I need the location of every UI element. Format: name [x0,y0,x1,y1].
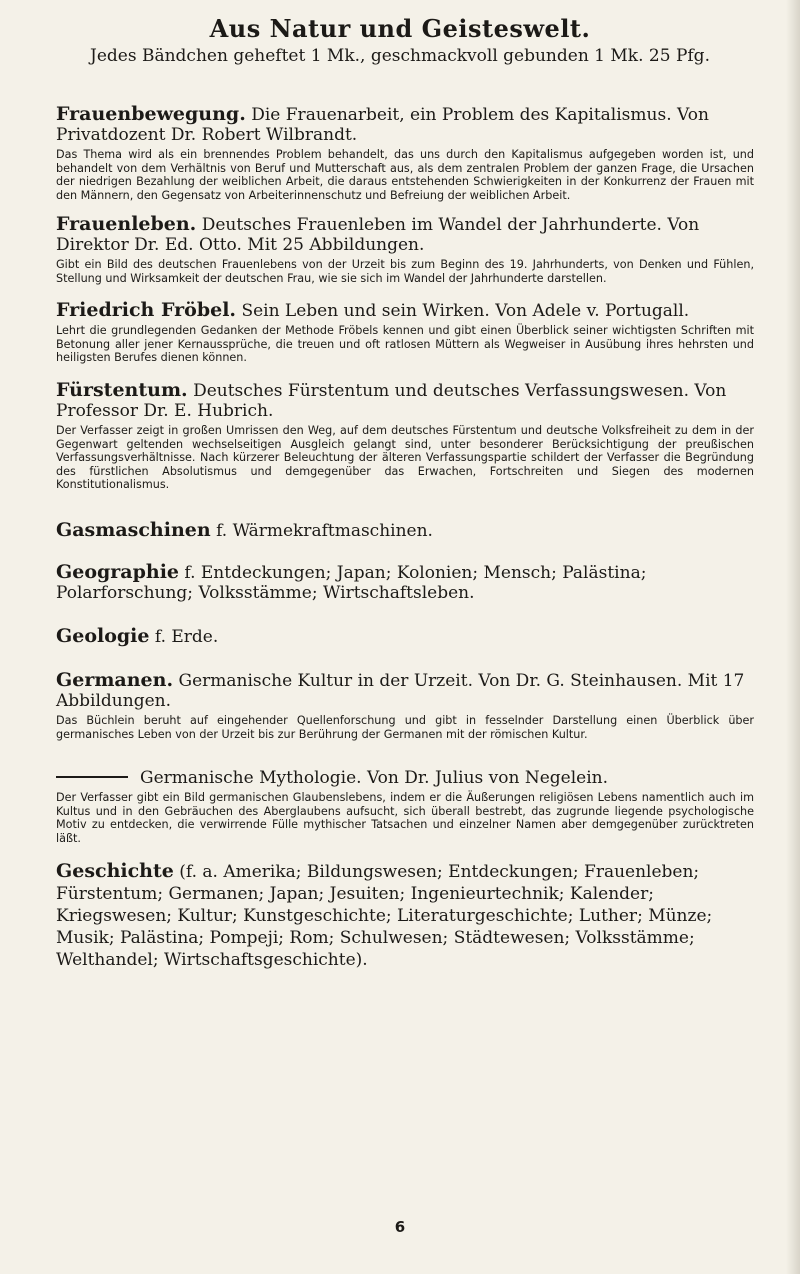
entry-heading-text: f. Wärmekraftmaschinen. [216,521,433,541]
page-edge-shadow [786,0,800,1274]
entry-heading [56,380,754,421]
entry-germanische-mythologie [56,768,754,845]
entry-heading-text: Deutsches Fürstentum und deutsches Verfassungswesen. Von Professor Dr. E. Hubrich. [56,381,727,421]
ditto-dash [56,776,128,778]
entry-frauenbewegung [56,104,754,202]
entry-heading-text: f. Erde. [154,627,219,647]
entry-description: Das Büchlein beruht auf eingehender Quellenforschung und gibt in fesselnder Darstellung einen Überblick über germanisches Leben von der Urzeit bis zur Berührung der Germanen mit der römischen Kultur. [56,714,754,741]
entry-geschichte [56,860,754,971]
entry-friedrich-froebel [56,300,754,365]
entry-keyword: Geologie [56,625,150,647]
entry-geographie [56,562,754,603]
entry-description: Der Verfasser zeigt in großen Umrissen den Weg, auf dem deutsches Fürstentum und deutsche Volksfreiheit zu dem in der Gegenwart geltenden wechselseitigen Ausgleich gelangt sind, unter besonderer Berücksichtigung der preußischen Verfassungsverhältnisse. Nach kürzerer Beleuchtung der älteren Verfassungspartie schildert der Verfasser die Begründung des fürstlichen Absolutismus und demgegenüber das Erwachen, Fortschreiten und Siegen des modernen Konstitutionalismus. [56,424,754,492]
page-number: 6 [394,1218,406,1236]
entry-heading [56,104,754,145]
entry-heading-text: Die Frauenarbeit, ein Problem des Kapitalismus. Von Privatdozent Dr. Robert Wilbrandt. [56,105,709,145]
entry-heading-text: f. Entdeckungen; Japan; Kolonien; Mensch; Palästina; Polarforschung; Volksstämme; Wirtschaftsleben. [56,563,647,603]
entry-keyword: Geographie [56,561,179,583]
entry-heading [56,562,754,603]
entry-keyword: Frauenleben. [56,213,197,235]
entry-description: Lehrt die grundlegenden Gedanken der Methode Fröbels kennen und gibt einen Überblick seiner wichtigsten Schriften mit Betonung aller jener Kernaussprüche, die treuen und oft ratlosen Müttern als Wegweiser in Ausübung ihres hehrsten und heiligsten Berufes dienen können. [56,324,754,365]
entry-keyword: Friedrich Fröbel. [56,299,237,321]
entry-heading [56,300,754,321]
series-title: Aus Natur und Geisteswelt. [209,14,591,43]
entry-heading [56,520,754,541]
entry-keyword: Frauenbewegung. [56,103,246,125]
entry-heading [56,670,754,711]
entry-heading [56,860,754,971]
entry-heading-text: (f. a. Amerika; Bildungswesen; Entdeckungen; Frauenleben; Fürstentum; Germanen; Japan; Jesuiten; Ingenieurtechnik; Kalender; Kriegswesen; Kultur; Kunstgeschichte; Literaturgeschichte; Luther; Münze; Musik; Palästina; Pompeji; Rom; Schulwesen; Städtewesen; Volksstämme; Welthandel; Wirtschaftsgeschichte). [56,862,713,970]
entry-heading-text: Germanische Mythologie. Von Dr. Julius von Negelein. [140,768,609,788]
entry-keyword: Gasmaschinen [56,519,211,541]
entry-description: Der Verfasser gibt ein Bild germanischen Glaubenslebens, indem er die Äußerungen religiösen Lebens namentlich auch im Kultus und in den Gebräuchen des Aberglaubens aufsucht, sich überall bestrebt, das zugrunde liegende psychologische Motiv zu entdecken, die verwirrende Fülle mythischer Tatsachen und einzelner Namen aber demgegenüber zurücktreten läßt. [56,791,754,845]
entry-keyword: Fürstentum. [56,379,188,401]
entry-description: Gibt ein Bild des deutschen Frauenlebens von der Urzeit bis zum Beginn des 19. Jahrhunderts, von Denken und Fühlen, Stellung und Wirksamkeit der deutschen Frau, wie sie sich im Wandel der Jahrhunderte darstellen. [56,258,754,285]
entry-frauenleben [56,214,754,285]
entry-heading-text: Deutsches Frauenleben im Wandel der Jahrhunderte. Von Direktor Dr. Ed. Otto. Mit 25 Abbildungen. [56,215,700,255]
entry-germanen [56,670,754,741]
entry-description: Das Thema wird als ein brennendes Problem behandelt, das uns durch den Kapitalismus aufgegeben worden ist, und behandelt von dem Verhältnis von Beruf und Mutterschaft aus, als dem zentralen Problem der ganzen Frage, die Ursachen der niedrigen Bezahlung der weiblichen Arbeit, die daraus entstehenden Schwierigkeiten in der Konkurrenz der Frauen mit den Männern, den Gegensatz von Arbeiterinnenschutz und Befreiung der weiblichen Arbeit. [56,148,754,202]
entry-heading [56,626,754,647]
entry-heading-text: Sein Leben und sein Wirken. Von Adele v. Portugall. [241,301,690,321]
entry-fuerstentum [56,380,754,492]
entry-heading [56,768,754,788]
entry-geologie [56,626,754,647]
series-price-line: Jedes Bändchen geheftet 1 Mk., geschmackvoll gebunden 1 Mk. 25 Pfg. [90,46,710,66]
entry-heading-text: Germanische Kultur in der Urzeit. Von Dr. G. Steinhausen. Mit 17 Abbildungen. [56,671,745,711]
entry-keyword: Geschichte [56,860,174,882]
entry-heading [56,214,754,255]
entry-keyword: Germanen. [56,669,174,691]
entry-gasmaschinen [56,520,754,541]
